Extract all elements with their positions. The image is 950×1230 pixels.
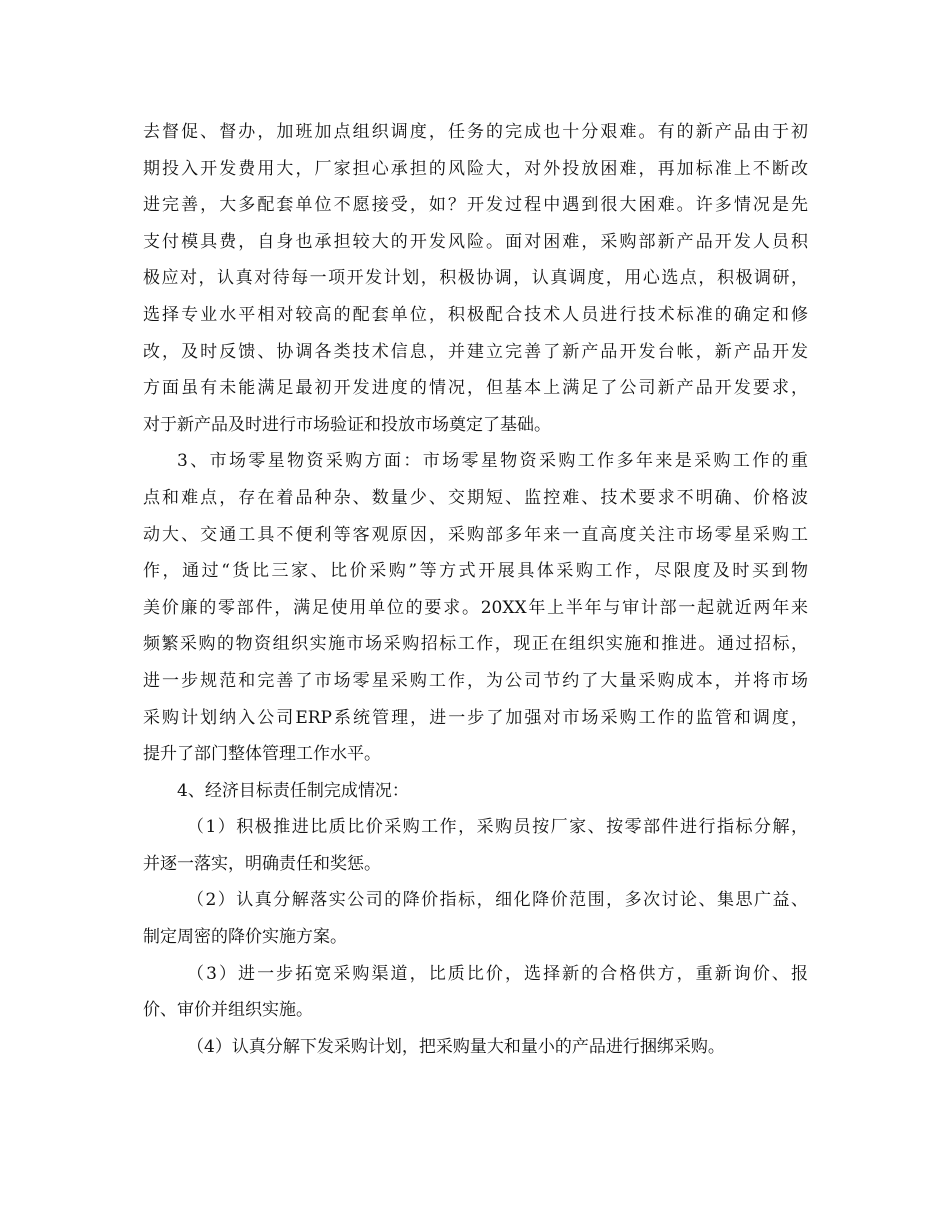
list-item-line: （4）认真分解下发采购计划，把采购量大和量小的产品进行捆绑采购。	[187, 1036, 725, 1057]
text-line: 进完善，大多配套单位不愿接受，如？开发过程中遇到很大困难。许多情况是先	[143, 195, 808, 216]
text-line: 支付模具费，自身也承担较大的开发风险。面对困难，采购部新产品开发人员积	[143, 231, 808, 252]
text-line: 动大、交通工具不便利等客观原因，采购部多年来一直高度关注市场零星采购工	[143, 524, 808, 545]
text-line: 选择专业水平相对较高的配套单位，积极配合技术人员进行技术标准的确定和修	[143, 304, 808, 325]
text-line: 提升了部门整体管理工作水平。	[143, 744, 381, 765]
text-line: 并逐一落实，明确责任和奖惩。	[143, 853, 381, 874]
text-line: 改，及时反馈、协调各类技术信息，并建立完善了新产品开发台帐，新产品开发	[143, 341, 808, 362]
list-item-line: （1）积极推进比质比价采购工作，采购员按厂家、按零部件进行指标分解，	[187, 817, 808, 838]
text-line: 采购计划纳入公司ERP系统管理，进一步了加强对市场采购工作的监管和调度，	[143, 707, 808, 728]
text-line: 进一步规范和完善了市场零星采购工作，为公司节约了大量采购成本，并将市场	[143, 670, 808, 691]
list-item-line: （3）进一步拓宽采购渠道，比质比价，选择新的合格供方，重新询价、报	[187, 963, 808, 984]
text-line: 作，通过“货比三家、比价采购”等方式开展具体采购工作，尽限度及时买到物	[143, 561, 808, 582]
section-heading-line: 3、市场零星物资采购方面：市场零星物资采购工作多年来是采购工作的重	[177, 451, 808, 472]
document-body	[143, 114, 808, 1065]
text-line: 点和难点，存在着品种杂、数量少、交期短、监控难、技术要求不明确、价格波	[143, 487, 808, 508]
section-heading-line: 4、经济目标责任制完成情况：	[177, 780, 409, 801]
text-line: 方面虽有未能满足最初开发进度的情况，但基本上满足了公司新产品开发要求，	[143, 378, 808, 399]
text-line: 去督促、督办，加班加点组织调度，任务的完成也十分艰难。有的新产品由于初	[143, 122, 808, 142]
text-line: 极应对，认真对待每一项开发计划，积极协调，认真调度，用心选点，积极调研，	[143, 268, 808, 289]
text-line: 价、审价并组织实施。	[143, 1000, 313, 1021]
text-line: 美价廉的零部件，满足使用单位的要求。20XX年上半年与审计部一起就近两年来	[143, 597, 808, 618]
text-line: 频繁采购的物资组织实施市场采购招标工作，现正在组织实施和推进。通过招标，	[143, 634, 808, 655]
text-line: 对于新产品及时进行市场验证和投放市场奠定了基础。	[143, 414, 551, 435]
text-line: 期投入开发费用大，厂家担心承担的风险大，对外投放困难，再加标准上不断改	[143, 158, 808, 179]
list-item-line: （2）认真分解落实公司的降价指标，细化降价范围，多次讨论、集思广益、	[187, 890, 808, 911]
text-line: 制定周密的降价实施方案。	[143, 927, 347, 948]
